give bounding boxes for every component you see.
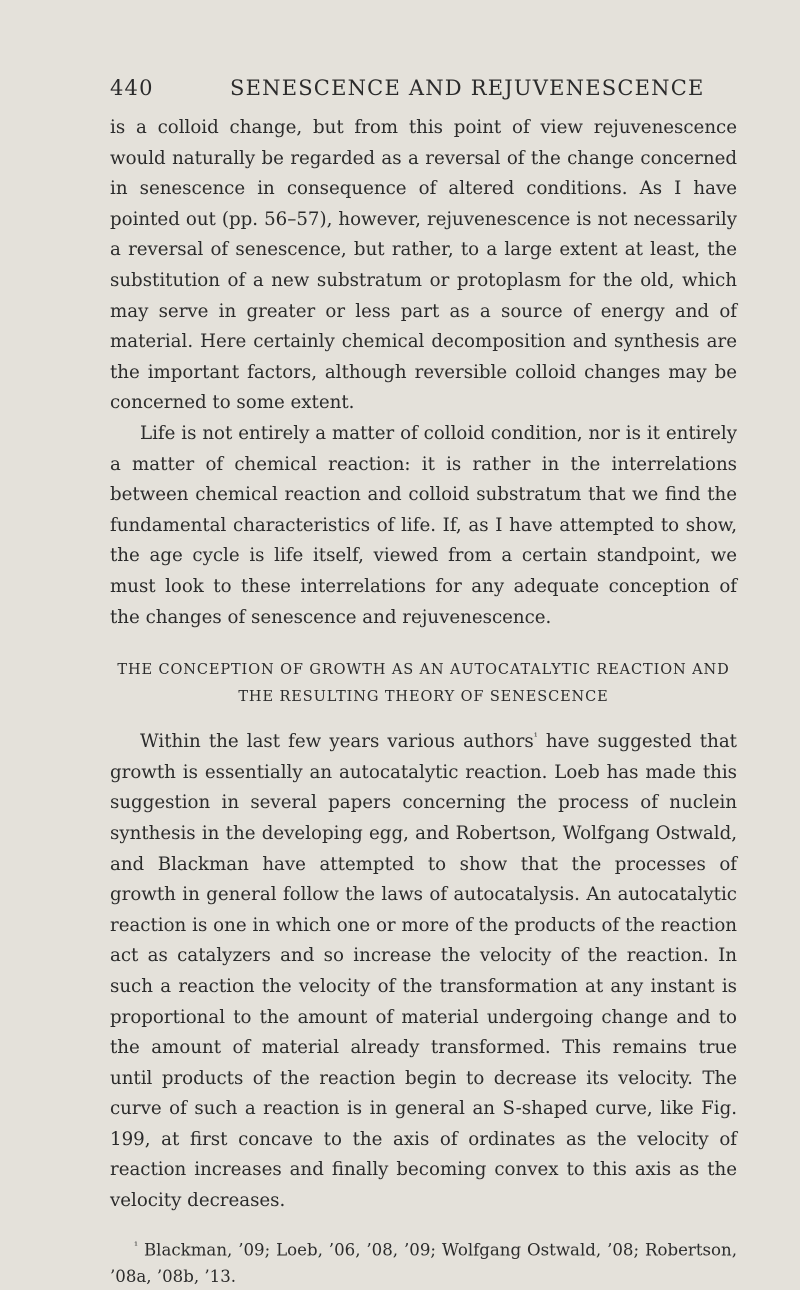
footnote (110, 1233, 737, 1290)
running-title: SENESCENCE AND REJUVENESCENCE (230, 76, 705, 100)
footnote-line (110, 1233, 737, 1290)
paragraph-autocatalysis-start: Within the last few years various authors (140, 731, 534, 753)
page-number: 440 (110, 76, 154, 100)
paragraph-autocatalysis (110, 723, 737, 1217)
footnote-text: Blackman, ’09; Loeb, ’06, ’08, ’09; Wolfgang Ostwald, ’08; Robertson, ’08a, ’08b, ’13. (110, 1240, 737, 1287)
footnote-mark: ¹ (134, 1240, 139, 1252)
body-text (110, 113, 737, 1290)
section-heading: THE CONCEPTION OF GROWTH AS AN AUTOCATALYTIC REACTION AND THE RESULTING THEORY OF SENESCENCE (117, 662, 730, 706)
paragraph-autocatalysis-rest: have suggested that growth is essentially an autocatalytic reaction. Loeb has made this suggestion in several papers concerning the process of nuclein synthesis in the developing egg, and Robertson, Wolfgang Ostwald, and Blackman have attempted to show that the processes of growth in general follow the laws of autocatalysis. An autocatalytic reaction is one in which one or more of the products of the reaction act as catalyzers and so increase the velocity of the reaction. In such a reaction the velocity of the transformation at any instant is proportional to the amount of material undergoing change and to the amount of material already transformed. This remains true until products of the reaction begin to decrease its velocity. The curve of such a reaction is in general an S-shaped curve, like Fig. 199, at first concave to the axis of ordinates as the velocity of reaction increases and finally becoming convex to this axis as the velocity decreases. (110, 731, 737, 1212)
paragraph-continued: is a colloid change, but from this point of view rejuvenescence would naturally be regarded as a reversal of the change concerned in senescence in consequence of altered conditions. As I have pointed out (pp. 56–57), however, rejuvenescence is not necessarily a reversal of senescence, but rather, to a large extent at least, the substitution of a new substratum or protoplasm for the old, which may serve in greater or less part as a source of energy and of material. Here certainly chemical decomposition and synthesis are the important factors, although reversible colloid changes may be concerned to some extent. (110, 117, 737, 414)
paragraph-life: Life is not entirely a matter of colloid condition, nor is it entirely a matter of chemical reaction: it is rather in the interrelations between chemical reaction and colloid substratum that we find the fundamental characteristics of life. If, as I have attempted to show, the age cycle is life itself, viewed from a certain standpoint, we must look to these interrelations for any adequate conception of the changes of senescence and rejuvenescence. (110, 422, 737, 628)
footnote-reference: ¹ (533, 732, 538, 744)
